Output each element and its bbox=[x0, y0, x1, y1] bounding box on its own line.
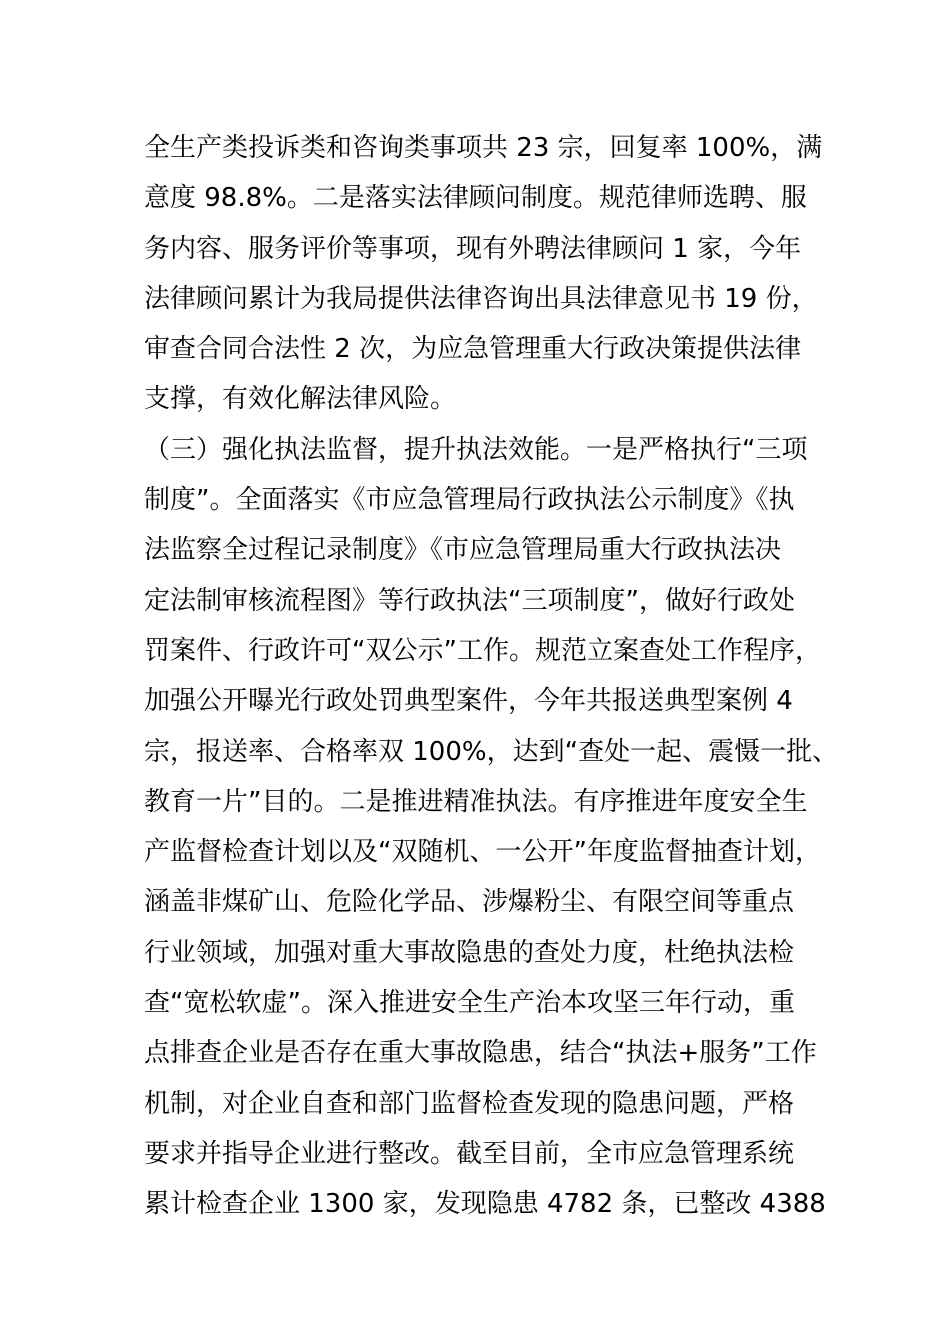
text-line: 定法制审核流程图》等行政执法“三项制度”，做好行政处 bbox=[144, 585, 795, 616]
text-line: 支撑，有效化解法律风险。 bbox=[144, 384, 457, 415]
text-line: 累计检查企业 1300 家，发现隐患 4782 条，已整改 4388 bbox=[144, 1189, 826, 1220]
body-text bbox=[144, 123, 844, 1230]
text-line: 审查合同合法性 2 次，为应急管理重大行政决策提供法律 bbox=[144, 334, 802, 365]
text-line: 点排查企业是否存在重大事故隐患，结合“执法+服务”工作 bbox=[144, 1038, 817, 1069]
text-line: 法律顾问累计为我局提供法律咨询出具法律意见书 19 份， bbox=[144, 283, 818, 314]
section-heading-line: （三）强化执法监督，提升执法效能。一是严格执行“三项 bbox=[144, 434, 808, 465]
text-line: 法监察全过程记录制度》《市应急管理局重大行政执法决 bbox=[144, 535, 782, 566]
text-line: 意度 98.8%。二是落实法律顾问制度。规范律师选聘、服 bbox=[144, 183, 807, 214]
text-line: 涵盖非煤矿山、危险化学品、涉爆粉尘、有限空间等重点 bbox=[144, 887, 795, 918]
text-line: 务内容、服务评价等事项，现有外聘法律顾问 1 家，今年 bbox=[144, 233, 802, 264]
text-line: 查“宽松软虚”。深入推进安全生产治本攻坚三年行动，重 bbox=[144, 988, 795, 1019]
text-line: 教育一片”目的。二是推进精准执法。有序推进年度安全生 bbox=[144, 786, 808, 817]
text-line: 机制，对企业自查和部门监督检查发现的隐患问题，严格 bbox=[144, 1088, 795, 1119]
text-line: 产监督检查计划以及“双随机、一公开”年度监督抽查计划， bbox=[144, 837, 821, 868]
text-line: 行业领域，加强对重大事故隐患的查处力度，杜绝执法检 bbox=[144, 937, 795, 968]
text-line: 加强公开曝光行政处罚典型案件，今年共报送典型案例 4 bbox=[144, 686, 793, 717]
text-line: 宗，报送率、合格率双 100%，达到“查处一起、震慑一批、 bbox=[144, 736, 839, 767]
text-line: 罚案件、行政许可“双公示”工作。规范立案查处工作程序， bbox=[144, 635, 821, 666]
text-line: 要求并指导企业进行整改。截至目前，全市应急管理系统 bbox=[144, 1138, 795, 1169]
text-line: 全生产类投诉类和咨询类事项共 23 宗，回复率 100%，满 bbox=[144, 133, 823, 163]
text-line: 制度”。全面落实《市应急管理局行政执法公示制度》《执 bbox=[144, 485, 795, 516]
